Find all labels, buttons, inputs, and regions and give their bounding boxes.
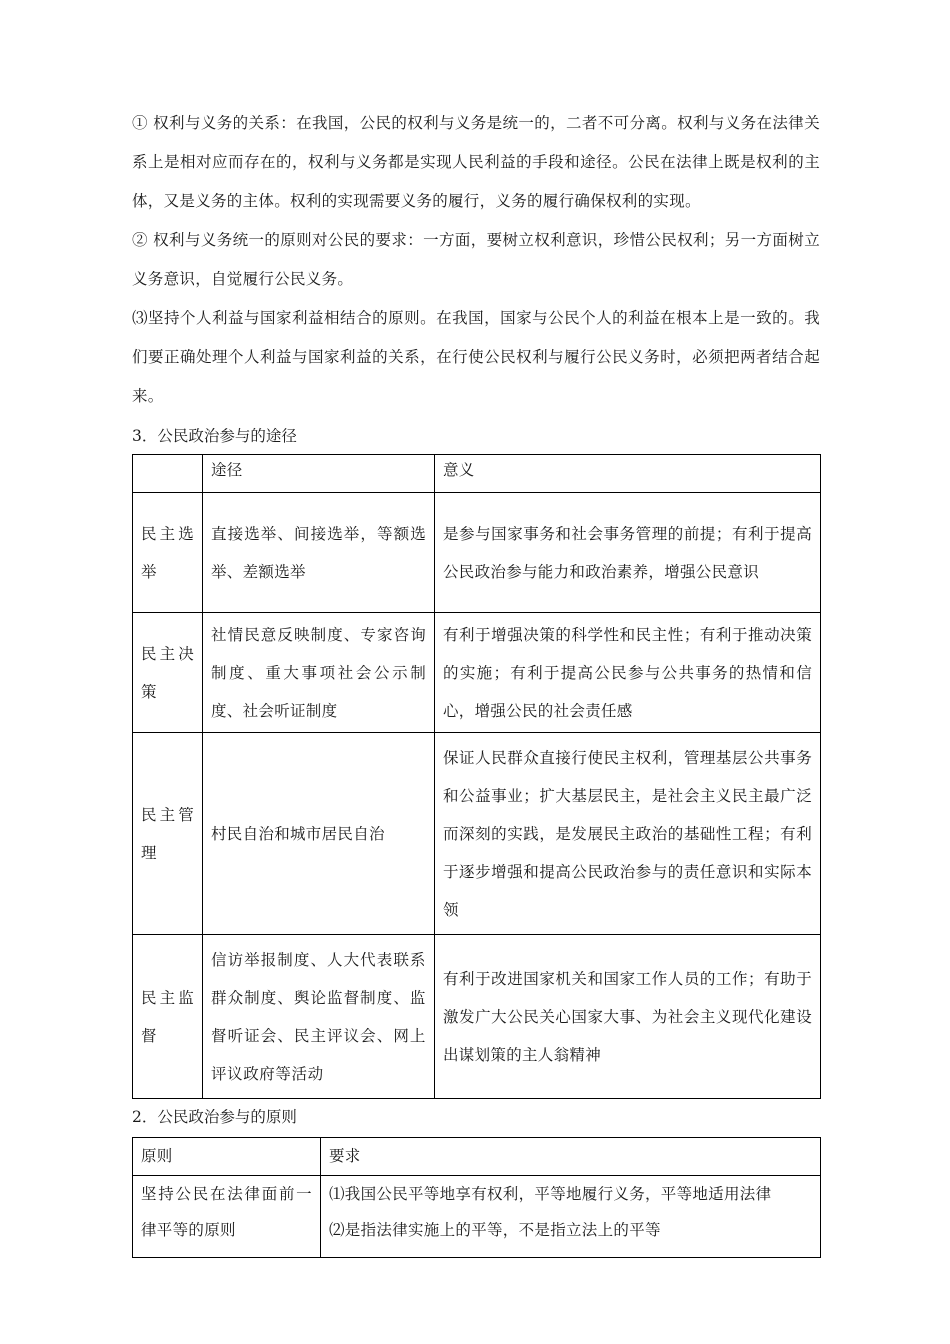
row-meaning-cell: 有利于改进国家机关和国家工作人员的工作；有助于激发广大公民关心国家大事、为社会主义现代化建设出谋划策的主人翁精神 bbox=[435, 935, 821, 1099]
row-type-cell: 民主选举 bbox=[133, 493, 203, 613]
row-way-cell: 直接选举、间接选举，等额选举、差额选举 bbox=[203, 493, 435, 613]
section-heading-participation-ways: 3．公民政治参与的途径 bbox=[132, 427, 297, 445]
participation-ways-table bbox=[132, 454, 821, 1099]
requirement-line-1: ⑴我国公民平等地享有权利，平等地履行义务，平等地适用法律 bbox=[329, 1185, 772, 1203]
row-way-cell: 信访举报制度、人大代表联系群众制度、舆论监督制度、监督听证会、民主评议会、网上评议政府等活动 bbox=[203, 935, 435, 1099]
requirement-line-2: ⑵是指法律实施上的平等，不是指立法上的平等 bbox=[329, 1221, 661, 1239]
principle-cell: 坚持公民在法律面前一律平等的原则 bbox=[133, 1176, 321, 1258]
row-way-cell: 村民自治和城市居民自治 bbox=[203, 733, 435, 935]
table-header-row bbox=[133, 455, 821, 493]
row-type-cell: 民主监督 bbox=[133, 935, 203, 1099]
header-cell-requirement: 要求 bbox=[321, 1138, 821, 1176]
table-row bbox=[133, 935, 821, 1099]
document-page bbox=[132, 104, 820, 1258]
row-way-cell: 社情民意反映制度、专家咨询制度、重大事项社会公示制度、社会听证制度 bbox=[203, 613, 435, 733]
header-cell-meaning: 意义 bbox=[435, 455, 821, 493]
paragraph-unity-requirement: ② 权利与义务统一的原则对公民的要求：一方面，要树立权利意识，珍惜公民权利；另一方面树立义务意识，自觉履行公民义务。 bbox=[132, 231, 820, 288]
table-row bbox=[133, 493, 821, 613]
table-row bbox=[133, 733, 821, 935]
row-meaning-cell: 有利于增强决策的科学性和民主性；有利于推动决策的实施；有利于提高公民参与公共事务的热情和信心，增强公民的社会责任感 bbox=[435, 613, 821, 733]
row-meaning-cell: 保证人民群众直接行使民主权利，管理基层公共事务和公益事业；扩大基层民主，是社会主义民主最广泛而深刻的实践，是发展民主政治的基础性工程；有利于逐步增强和提高公民政治参与的责任意识和实际本领 bbox=[435, 733, 821, 935]
row-type-cell: 民主决策 bbox=[133, 613, 203, 733]
header-cell-way: 途径 bbox=[203, 455, 435, 493]
section-heading-participation-principles: 2．公民政治参与的原则 bbox=[132, 1108, 297, 1126]
requirement-cell bbox=[321, 1176, 821, 1258]
table-row bbox=[133, 613, 821, 733]
row-meaning-cell: 是参与国家事务和社会事务管理的前提；有利于提高公民政治参与能力和政治素养，增强公民意识 bbox=[435, 493, 821, 613]
header-cell-empty bbox=[133, 455, 203, 493]
paragraph-rights-duties-relation: ① 权利与义务的关系：在我国，公民的权利与义务是统一的，二者不可分离。权利与义务在法律关系上是相对应而存在的，权利与义务都是实现人民利益的手段和途径。公民在法律上既是权利的主体，又是义务的主体。权利的实现需要义务的履行，义务的履行确保权利的实现。 bbox=[132, 114, 820, 210]
participation-principles-table bbox=[132, 1137, 821, 1258]
table-row bbox=[133, 1176, 821, 1258]
table-header-row bbox=[133, 1138, 821, 1176]
paragraph-interest-principle: ⑶坚持个人利益与国家利益相结合的原则。在我国，国家与公民个人的利益在根本上是一致的。我们要正确处理个人利益与国家利益的关系，在行使公民权利与履行公民义务时，必须把两者结合起来。 bbox=[132, 309, 820, 405]
row-type-cell: 民主管理 bbox=[133, 733, 203, 935]
header-cell-principle: 原则 bbox=[133, 1138, 321, 1176]
